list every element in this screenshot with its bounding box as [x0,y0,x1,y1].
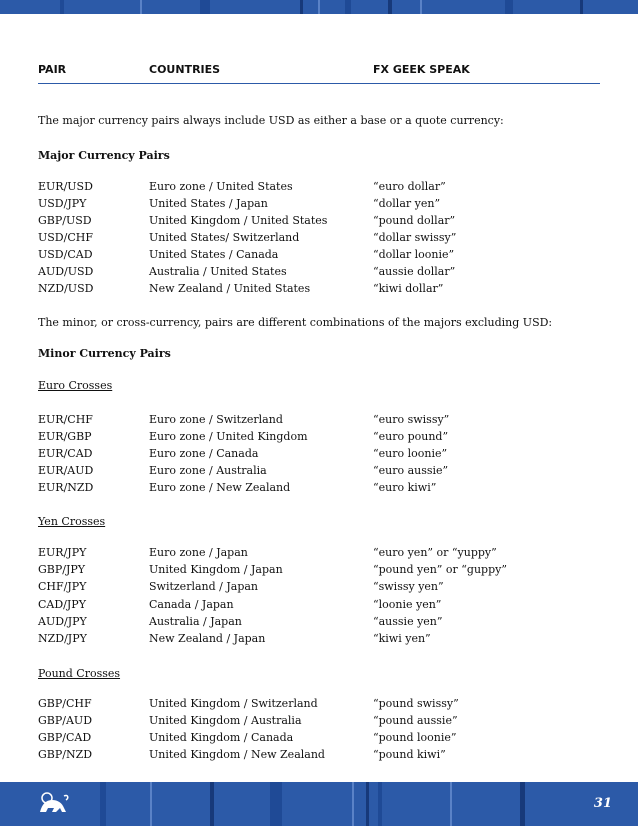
major-row-nickname: “pound dollar” [373,214,456,227]
pound-row-pair: GBP/NZD [38,748,93,761]
euro-row-countries: Euro zone / Switzerland [149,413,283,426]
pound-row-pair: GBP/CAD [38,731,92,744]
yen-row-countries: New Zealand / Japan [149,632,266,645]
pound-row-pair: GBP/CHF [38,697,92,710]
yen-row-pair: GBP/JPY [38,563,86,577]
column-header-fx-geek-speak: FX GEEK SPEAK [373,63,470,76]
pound-row-nickname: “pound kiwi” [373,748,446,761]
euro-row-countries: Euro zone / United Kingdom [149,430,308,443]
major-row-nickname: “kiwi dollar” [373,282,444,295]
column-header-pair: PAIR [38,63,67,76]
yen-row-countries: United Kingdom / Japan [149,563,283,577]
yen-row-nickname: “euro yen” or “yuppy” [373,546,497,559]
euro-row-countries: Euro zone / Australia [149,464,267,477]
major-row-pair: USD/JPY [38,197,87,210]
minor-heading: Minor Currency Pairs [38,347,171,360]
major-row-pair: NZD/USD [38,282,94,295]
major-row-nickname: “euro dollar” [373,180,446,193]
yen-row-pair: CHF/JPY [38,580,87,594]
euro-row-countries: Euro zone / New Zealand [149,481,291,494]
major-row-pair: USD/CAD [38,248,93,261]
pound-row-countries: United Kingdom / New Zealand [149,748,325,761]
major-row-countries: New Zealand / United States [149,282,311,295]
major-row-pair: USD/CHF [38,231,93,244]
yen-row-countries: Euro zone / Japan [149,546,248,559]
pound-crosses-heading: Pound Crosses [38,667,121,680]
euro-row-nickname: “euro swissy” [373,413,450,426]
major-row-pair: AUD/USD [38,265,94,278]
yen-row-pair: AUD/JPY [38,614,87,628]
yen-row-nickname: “loonie yen” [373,597,442,611]
column-header-countries: COUNTRIES [149,63,221,76]
major-row-nickname: “dollar loonie” [373,248,455,261]
euro-row-pair: EUR/GBP [38,430,92,443]
pound-row-countries: United Kingdom / Switzerland [149,697,318,710]
footer-banner [0,782,638,826]
major-row-nickname: “dollar yen” [373,197,441,210]
euro-row-nickname: “euro kiwi” [373,481,437,494]
major-row-pair: EUR/USD [38,180,93,193]
major-row-countries: United States / Canada [149,248,279,261]
major-row-countries: Australia / United States [149,265,287,278]
euro-row-nickname: “euro pound” [373,430,449,443]
yen-row-countries: Canada / Japan [149,597,234,611]
intro-minor: The minor, or cross-currency, pairs are different combinations of the majors excluding USD: [38,316,553,329]
pound-row-nickname: “pound aussie” [373,714,458,727]
yen-row-nickname: “aussie yen” [373,614,443,628]
pound-row-countries: United Kingdom / Australia [149,714,302,727]
major-row-nickname: “aussie dollar” [373,265,456,278]
euro-row-countries: Euro zone / Canada [149,447,259,460]
top-banner [0,0,638,14]
major-row-nickname: “dollar swissy” [373,231,457,244]
yen-row-countries: Switzerland / Japan [149,580,259,594]
yen-row-pair: CAD/JPY [38,597,86,611]
major-row-countries: United States / Japan [149,197,268,210]
euro-crosses-heading: Euro Crosses [38,379,113,392]
euro-row-pair: EUR/CHF [38,413,93,426]
yen-crosses-heading: Yen Crosses [38,515,106,528]
yen-row-nickname: “kiwi yen” [373,632,431,645]
euro-row-nickname: “euro aussie” [373,464,449,477]
intro-major: The major currency pairs always include USD as either a base or a quote currency: [38,114,504,127]
page-number: 31 [593,796,612,811]
yen-row-nickname: “pound yen” or “guppy” [373,563,507,577]
euro-row-nickname: “euro loonie” [373,447,448,460]
major-heading: Major Currency Pairs [38,149,170,162]
euro-row-pair: EUR/NZD [38,481,94,494]
major-row-countries: Euro zone / United States [149,180,293,193]
header-divider [38,83,600,84]
yen-row-nickname: “swissy yen” [373,580,444,594]
yen-row-countries: Australia / Japan [149,614,242,628]
pound-row-nickname: “pound loonie” [373,731,457,744]
major-row-countries: United States/ Switzerland [149,231,300,244]
yen-row-pair: EUR/JPY [38,546,87,559]
lion-logo-icon [36,790,70,816]
pound-row-countries: United Kingdom / Canada [149,731,294,744]
pound-row-nickname: “pound swissy” [373,697,459,710]
major-row-pair: GBP/USD [38,214,92,227]
euro-row-pair: EUR/AUD [38,464,94,477]
major-row-countries: United Kingdom / United States [149,214,328,227]
yen-row-pair: NZD/JPY [38,632,87,645]
euro-row-pair: EUR/CAD [38,447,93,460]
pound-row-pair: GBP/AUD [38,714,93,727]
